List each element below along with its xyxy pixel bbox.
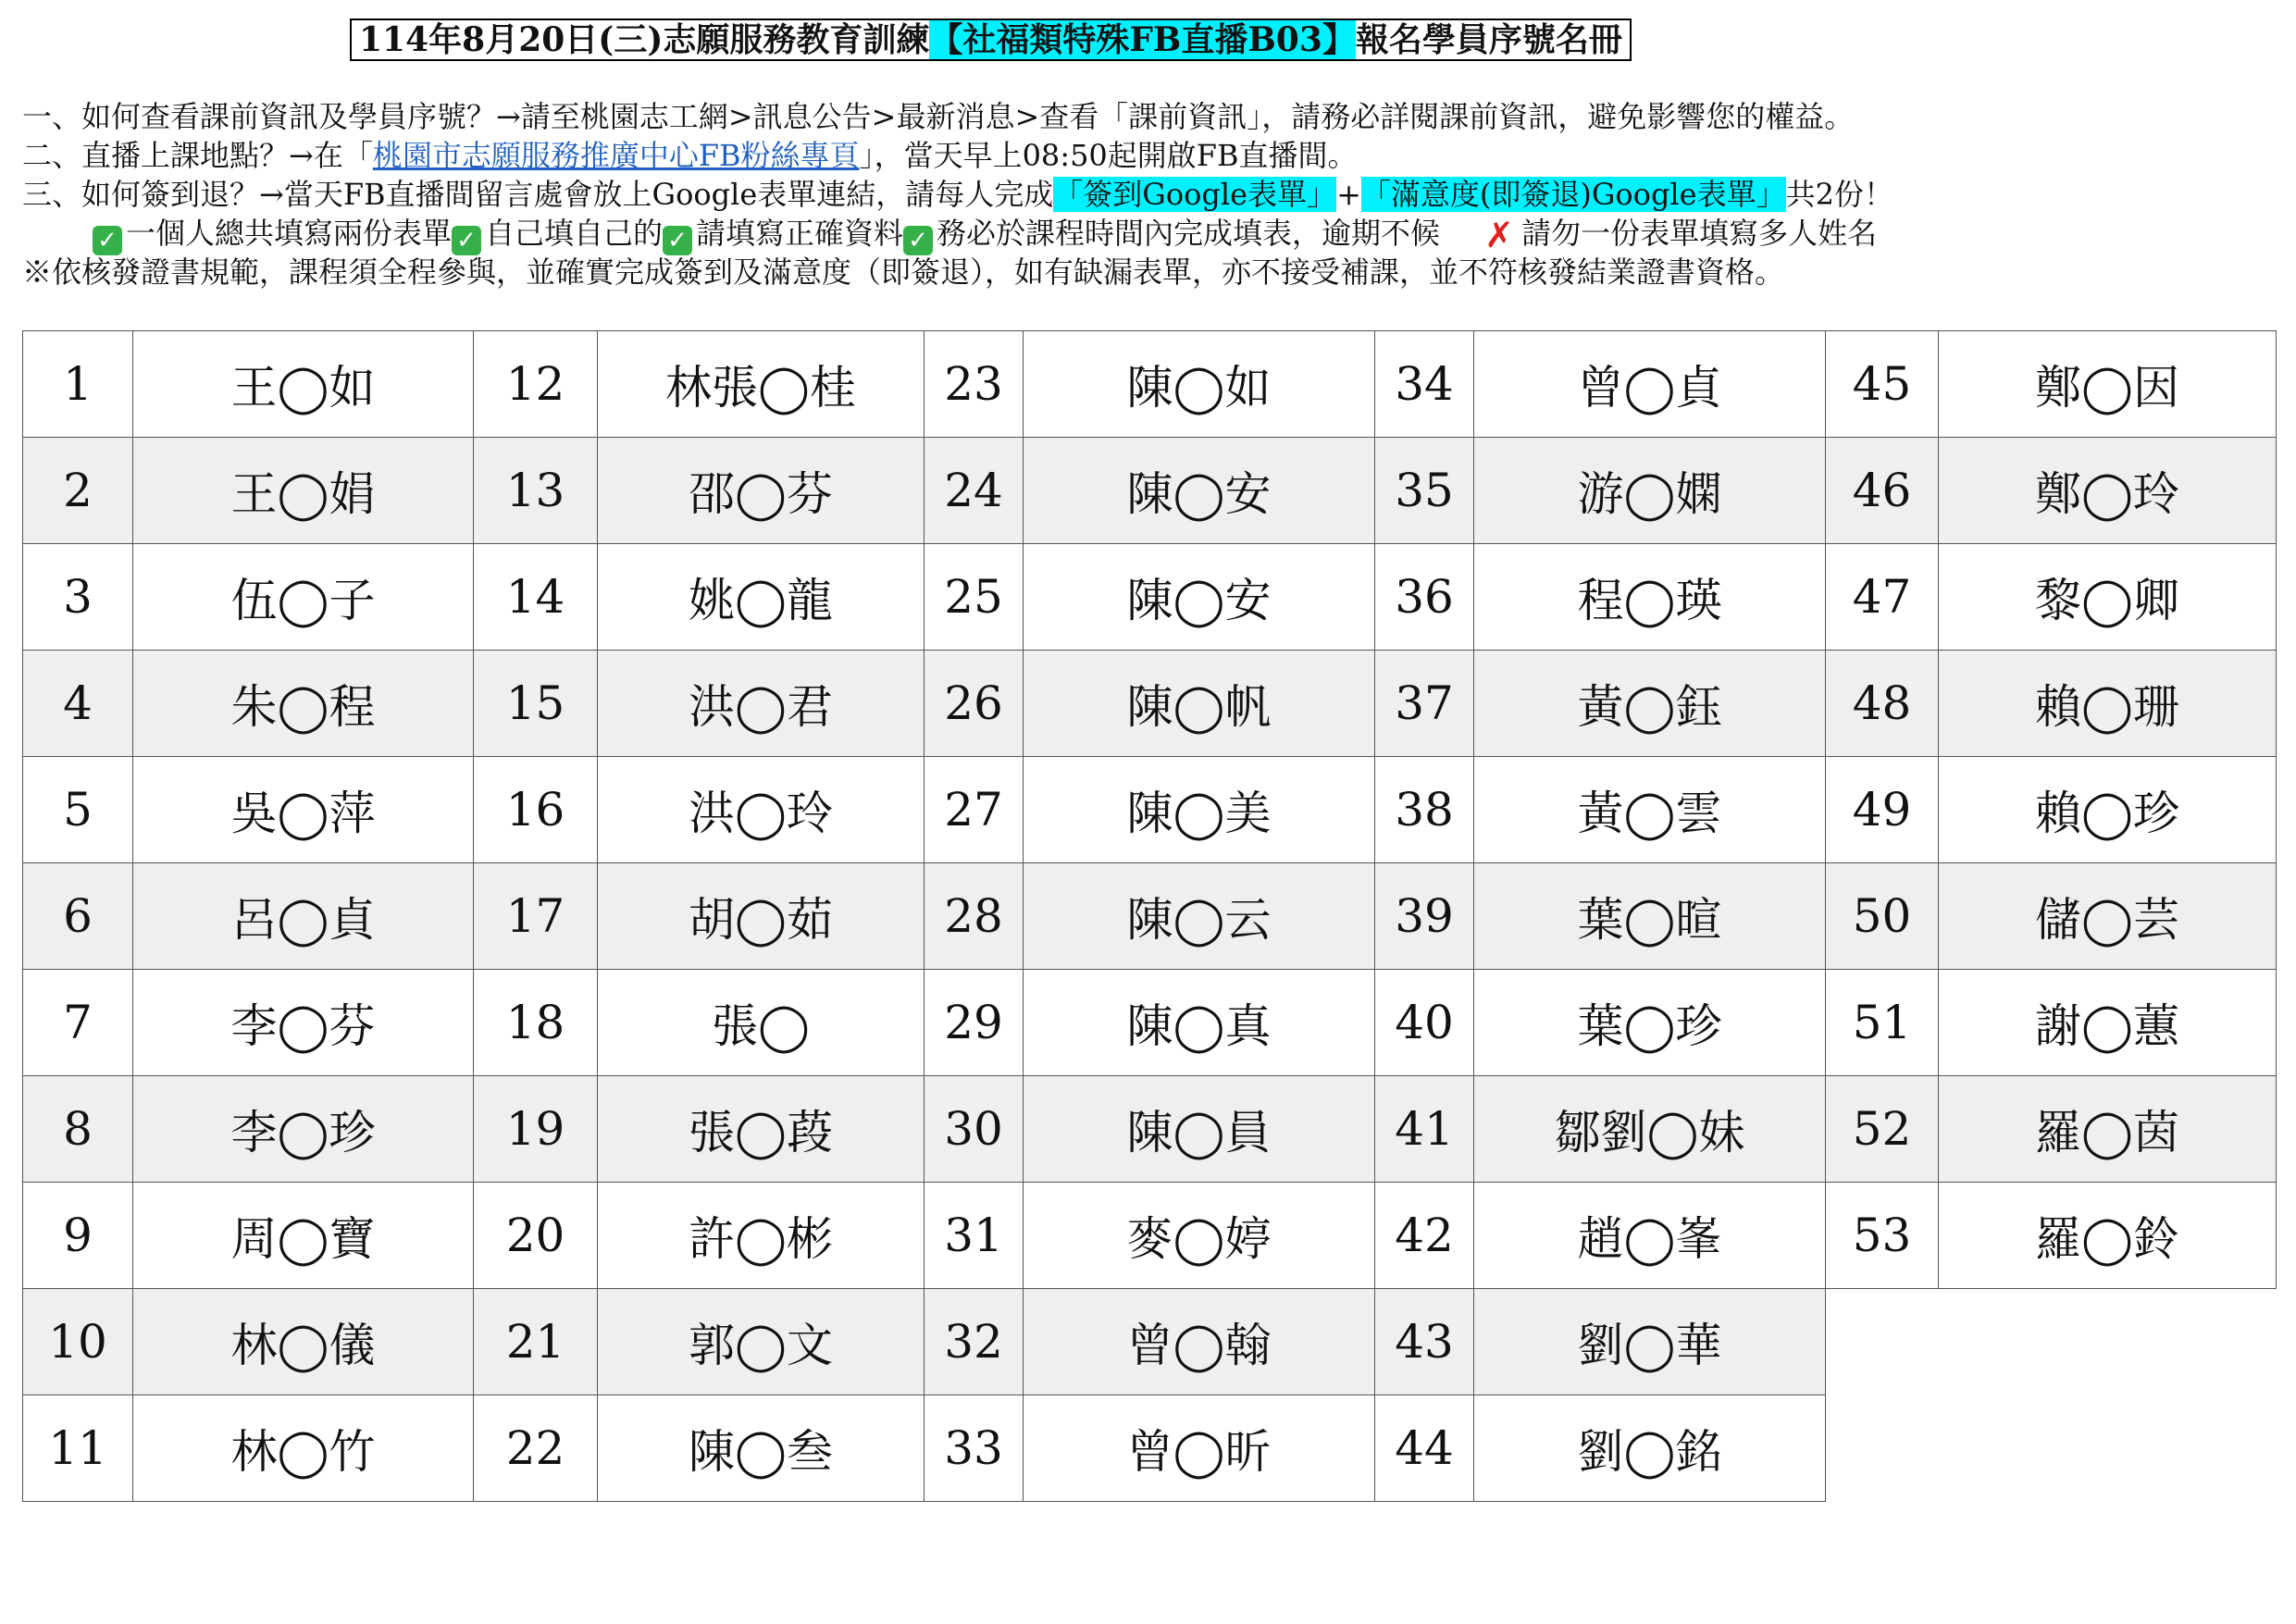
student-name-cell: 呂◯貞 (133, 863, 474, 970)
serial-number-cell: 24 (925, 438, 1024, 544)
serial-number-cell: 26 (925, 651, 1024, 757)
table-row (23, 1183, 2277, 1289)
check-item: 一個人總共填寫兩份表單 (126, 216, 453, 251)
student-name-cell: 曾◯貞 (1474, 331, 1826, 438)
serial-number-cell: 45 (1826, 331, 1939, 438)
serial-number-cell: 31 (925, 1183, 1024, 1289)
empty-cell (1826, 1395, 2277, 1502)
student-name-cell: 吳◯萍 (133, 757, 474, 863)
student-name-cell: 葉◯暄 (1474, 863, 1826, 970)
serial-number-cell: 2 (23, 438, 133, 544)
student-name-cell: 儲◯芸 (1939, 863, 2277, 970)
student-name-cell: 伍◯子 (133, 544, 474, 651)
student-name-cell: 程◯瑛 (1474, 544, 1826, 651)
check-icon: ✓ (93, 226, 122, 255)
check-icon: ✓ (903, 226, 933, 255)
student-name-cell: 姚◯龍 (598, 544, 925, 651)
student-name-cell: 王◯如 (133, 331, 474, 438)
student-name-cell: 曾◯昕 (1024, 1395, 1375, 1502)
serial-number-cell: 46 (1826, 438, 1939, 544)
student-name-cell: 鄭◯玲 (1939, 438, 2277, 544)
serial-number-cell: 37 (1375, 651, 1474, 757)
student-name-cell: 趙◯峯 (1474, 1183, 1826, 1289)
student-name-cell: 陳◯員 (1024, 1076, 1375, 1183)
cross-item: 請勿一份表單填寫多人姓名 (1521, 216, 1878, 251)
serial-number-cell: 1 (23, 331, 133, 438)
student-name-cell: 鄭◯因 (1939, 331, 2277, 438)
student-name-cell: 林◯竹 (133, 1395, 474, 1502)
serial-number-cell: 25 (925, 544, 1024, 651)
serial-number-cell: 35 (1375, 438, 1474, 544)
student-name-cell: 陳◯安 (1024, 544, 1375, 651)
serial-number-cell: 38 (1375, 757, 1474, 863)
cross-icon: ✗ (1484, 215, 1514, 255)
serial-number-cell: 27 (925, 757, 1024, 863)
student-name-cell: 林張◯桂 (598, 331, 925, 438)
serial-number-cell: 33 (925, 1395, 1024, 1502)
serial-number-cell: 48 (1826, 651, 1939, 757)
check-icon: ✓ (663, 226, 692, 255)
student-name-cell: 陳◯安 (1024, 438, 1375, 544)
student-name-cell: 許◯彬 (598, 1183, 925, 1289)
serial-number-cell: 34 (1375, 331, 1474, 438)
student-name-cell: 洪◯君 (598, 651, 925, 757)
table-row (23, 863, 2277, 970)
student-name-cell: 賴◯珊 (1939, 651, 2277, 757)
serial-number-cell: 17 (474, 863, 598, 970)
checklist-line (93, 215, 1877, 255)
student-name-cell: 葉◯珍 (1474, 970, 1826, 1076)
check-icon: ✓ (452, 226, 481, 255)
student-name-cell: 鄒劉◯妹 (1474, 1076, 1826, 1183)
serial-number-cell: 28 (925, 863, 1024, 970)
table-row (23, 1395, 2277, 1502)
serial-number-cell: 6 (23, 863, 133, 970)
student-name-cell: 郭◯文 (598, 1289, 925, 1395)
serial-number-cell: 18 (474, 970, 598, 1076)
student-name-cell: 周◯寶 (133, 1183, 474, 1289)
student-name-cell: 麥◯婷 (1024, 1183, 1375, 1289)
student-name-cell: 劉◯華 (1474, 1289, 1826, 1395)
plus-sign: + (1336, 177, 1361, 212)
table-row (23, 544, 2277, 651)
serial-number-cell: 52 (1826, 1076, 1939, 1183)
serial-number-cell: 47 (1826, 544, 1939, 651)
table-row (23, 1289, 2277, 1395)
student-name-cell: 謝◯蕙 (1939, 970, 2277, 1076)
serial-number-cell: 19 (474, 1076, 598, 1183)
student-name-cell: 林◯儀 (133, 1289, 474, 1395)
serial-number-cell: 21 (474, 1289, 598, 1395)
serial-number-cell: 11 (23, 1395, 133, 1502)
serial-number-cell: 39 (1375, 863, 1474, 970)
fb-fanpage-link[interactable]: 桃園市志願服務推廣中心FB粉絲專頁 (372, 138, 860, 173)
student-name-cell: 洪◯玲 (598, 757, 925, 863)
student-name-cell: 邵◯芬 (598, 438, 925, 544)
certificate-note: ※依核發證書規範，課程須全程參與，並確實完成簽到及滿意度（即簽退），如有缺漏表單，亦不接受補課，並不符核發結業證書資格。 (22, 254, 1785, 290)
instruction-line-2-suffix: 」，當天早上08:50起開啟FB直播間。 (859, 138, 1358, 173)
serial-number-cell: 49 (1826, 757, 1939, 863)
serial-number-cell: 3 (23, 544, 133, 651)
serial-number-cell: 51 (1826, 970, 1939, 1076)
serial-number-cell: 9 (23, 1183, 133, 1289)
student-name-cell: 陳◯云 (1024, 863, 1375, 970)
roster-table (22, 330, 2277, 1502)
student-name-cell: 陳◯叁 (598, 1395, 925, 1502)
student-name-cell: 李◯珍 (133, 1076, 474, 1183)
student-name-cell: 劉◯銘 (1474, 1395, 1826, 1502)
serial-number-cell: 7 (23, 970, 133, 1076)
table-row (23, 970, 2277, 1076)
student-name-cell: 朱◯程 (133, 651, 474, 757)
serial-number-cell: 43 (1375, 1289, 1474, 1395)
instruction-line-3 (22, 176, 1893, 213)
serial-number-cell: 14 (474, 544, 598, 651)
serial-number-cell: 12 (474, 331, 598, 438)
check-item: 自己填自己的 (485, 216, 664, 251)
instruction-line-3-suffix: 共2份！ (1785, 177, 1893, 212)
serial-number-cell: 5 (23, 757, 133, 863)
check-item: 請填寫正確資料 (696, 216, 904, 251)
serial-number-cell: 8 (23, 1076, 133, 1183)
title-date: 114年8月20日(三)志願服務教育訓練 (359, 20, 930, 59)
serial-number-cell: 4 (23, 651, 133, 757)
student-name-cell: 李◯芬 (133, 970, 474, 1076)
student-name-cell: 張◯葮 (598, 1076, 925, 1183)
serial-number-cell: 40 (1375, 970, 1474, 1076)
serial-number-cell: 44 (1375, 1395, 1474, 1502)
serial-number-cell: 42 (1375, 1183, 1474, 1289)
student-name-cell: 羅◯鈴 (1939, 1183, 2277, 1289)
student-name-cell: 游◯嫻 (1474, 438, 1826, 544)
check-item: 務必於課程時間內完成填表，逾期不候 (937, 216, 1441, 251)
serial-number-cell: 23 (925, 331, 1024, 438)
student-name-cell: 張◯ (598, 970, 925, 1076)
empty-cell (1826, 1289, 2277, 1395)
student-name-cell: 黃◯雲 (1474, 757, 1826, 863)
student-name-cell: 陳◯帆 (1024, 651, 1375, 757)
serial-number-cell: 22 (474, 1395, 598, 1502)
student-name-cell: 陳◯如 (1024, 331, 1375, 438)
serial-number-cell: 50 (1826, 863, 1939, 970)
student-name-cell: 陳◯美 (1024, 757, 1375, 863)
student-name-cell: 黃◯鈺 (1474, 651, 1826, 757)
serial-number-cell: 10 (23, 1289, 133, 1395)
serial-number-cell: 30 (925, 1076, 1024, 1183)
serial-number-cell: 16 (474, 757, 598, 863)
serial-number-cell: 20 (474, 1183, 598, 1289)
title-highlight: 【社福類特殊FB直播B03】 (929, 20, 1356, 59)
serial-number-cell: 13 (474, 438, 598, 544)
instruction-line-3-prefix: 三、如何簽到退？→當天FB直播間留言處會放上Google表單連結，請每人完成 (22, 177, 1054, 212)
table-row (23, 757, 2277, 863)
table-row (23, 651, 2277, 757)
table-row (23, 1076, 2277, 1183)
page-title (350, 19, 1632, 61)
student-name-cell: 胡◯茹 (598, 863, 925, 970)
signin-form-highlight: 「簽到Google表單」 (1053, 177, 1337, 212)
serial-number-cell: 41 (1375, 1076, 1474, 1183)
student-name-cell: 羅◯茵 (1939, 1076, 2277, 1183)
instruction-line-1: 一、如何查看課前資訊及學員序號？→請至桃園志工網>訊息公告>最新消息>查看「課前資訊」，請務必詳閱課前資訊，避免影響您的權益。 (22, 99, 1855, 134)
serial-number-cell: 29 (925, 970, 1024, 1076)
serial-number-cell: 53 (1826, 1183, 1939, 1289)
instruction-line-2 (22, 137, 1358, 174)
table-row (23, 331, 2277, 438)
serial-number-cell: 15 (474, 651, 598, 757)
table-row (23, 438, 2277, 544)
satisfaction-form-highlight: 「滿意度(即簽退)Google表單」 (1360, 177, 1786, 212)
instruction-line-2-prefix: 二、直播上課地點？→在「 (22, 138, 373, 173)
serial-number-cell: 36 (1375, 544, 1474, 651)
student-name-cell: 王◯娟 (133, 438, 474, 544)
student-name-cell: 陳◯真 (1024, 970, 1375, 1076)
student-name-cell: 曾◯翰 (1024, 1289, 1375, 1395)
student-name-cell: 賴◯珍 (1939, 757, 2277, 863)
title-suffix: 報名學員序號名冊 (1355, 20, 1622, 59)
student-name-cell: 黎◯卿 (1939, 544, 2277, 651)
serial-number-cell: 32 (925, 1289, 1024, 1395)
